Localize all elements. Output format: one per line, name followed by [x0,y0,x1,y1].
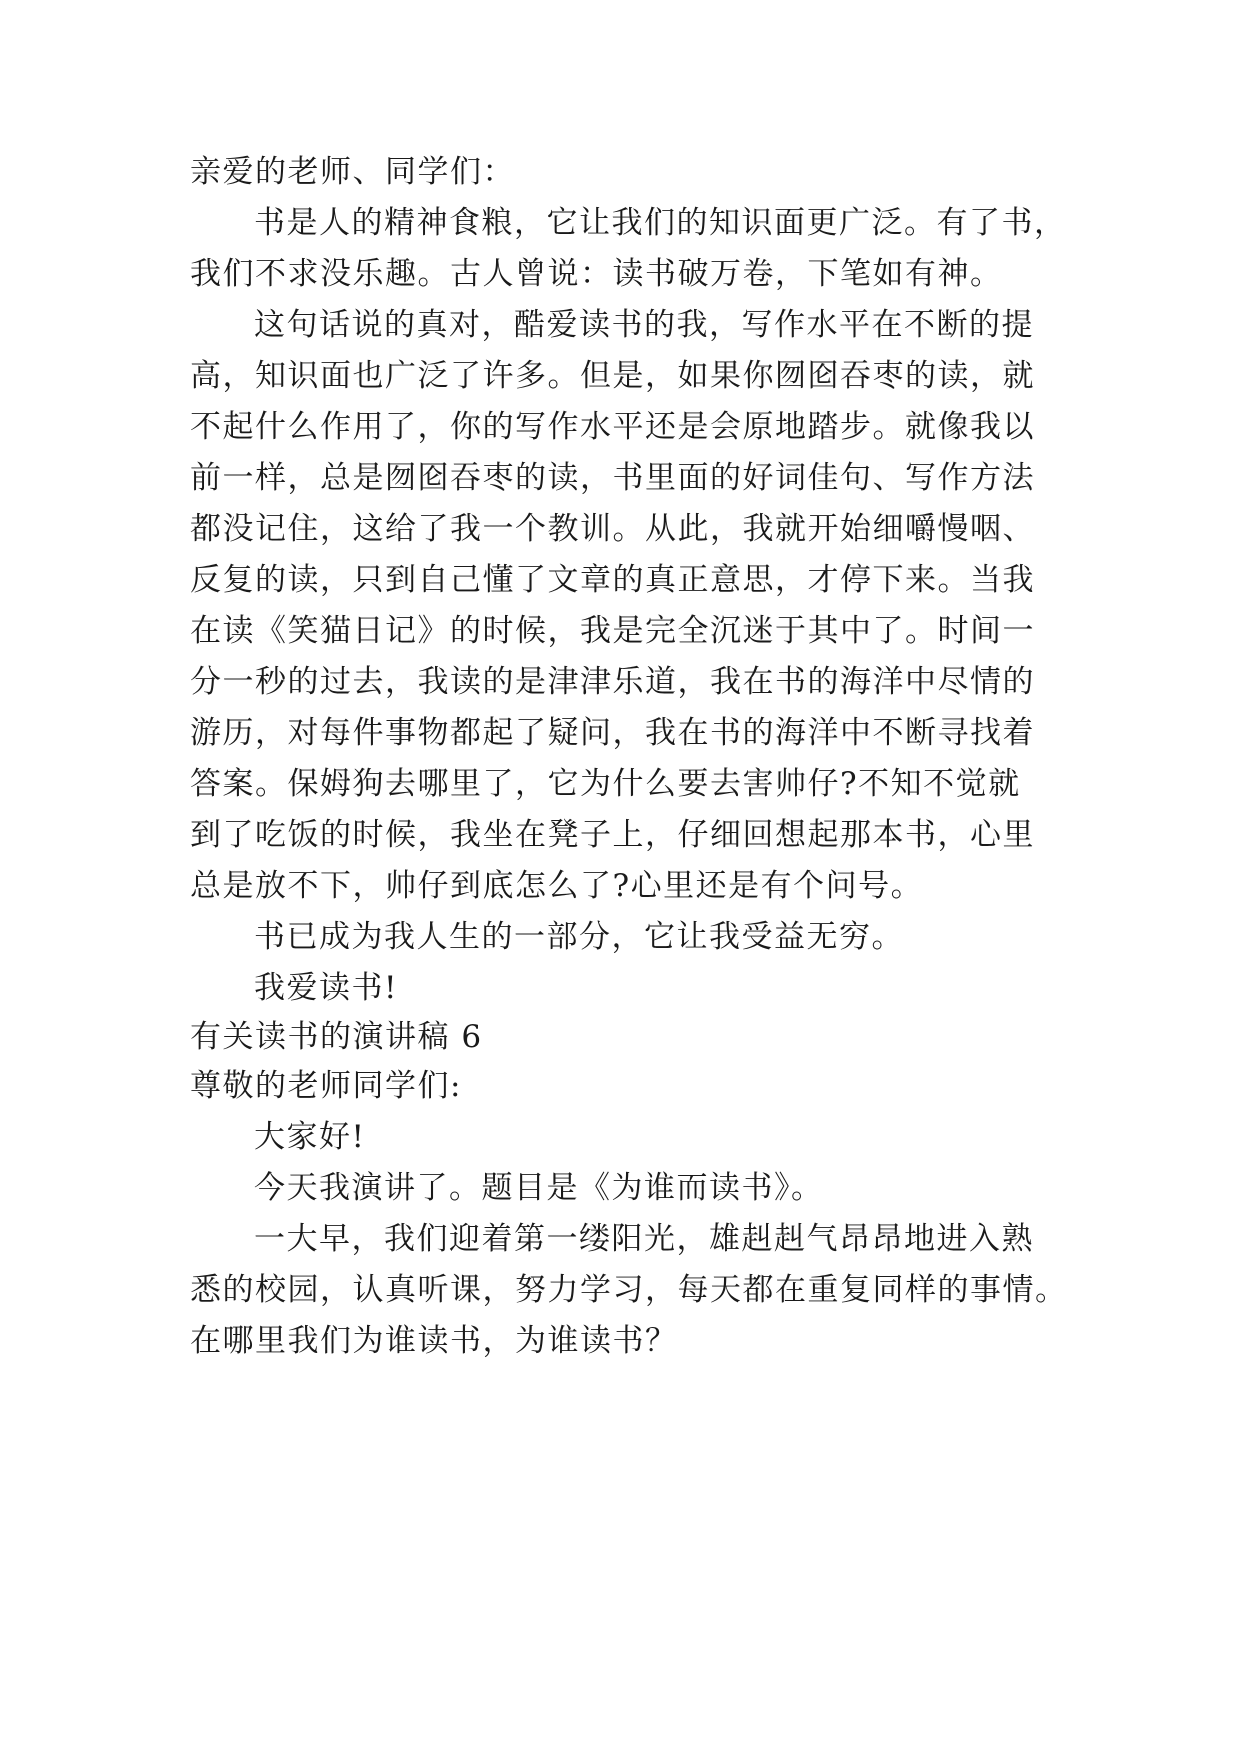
paragraph-line: 都没记住，这给了我一个教训。从此，我就开始细嚼慢咽、 [190,511,1035,547]
paragraph-line: 不起什么作用了，你的写作水平还是会原地踏步。就像我以 [190,409,1035,445]
paragraph-line: 我爱读书! [254,970,398,1006]
paragraph-line: 分一秒的过去，我读的是津津乐道，我在书的海洋中尽情的 [190,664,1035,700]
paragraph-line: 反复的读，只到自己懂了文章的真正意思，才停下来。当我 [190,562,1035,598]
section-heading: 有关读书的演讲稿 6 [190,1019,483,1055]
paragraph-line: 在哪里我们为谁读书，为谁读书？ [190,1323,678,1359]
paragraph-line: 在读《笑猫日记》的时候，我是完全沉迷于其中了。时间一 [190,613,1035,649]
paragraph-line: 书是人的精神食粮，它让我们的知识面更广泛。有了书， [254,205,1067,241]
paragraph-line: 到了吃饭的时候，我坐在凳子上，仔细回想起那本书，心里 [190,817,1035,853]
salutation: 尊敬的老师同学们: [190,1068,462,1104]
paragraph-line: 高，知识面也广泛了许多。但是，如果你囫囵吞枣的读，就 [190,358,1035,394]
paragraph-line: 前一样，总是囫囵吞枣的读，书里面的好词佳句、写作方法 [190,460,1035,496]
paragraph-line: 今天我演讲了。题目是《为谁而读书》。 [254,1170,824,1206]
salutation: 亲爱的老师、同学们： [190,154,515,190]
paragraph-line: 答案。保姆狗去哪里了，它为什么要去害帅仔?不知不觉就 [190,766,1021,802]
paragraph-line: 悉的校园，认真听课，努力学习，每天都在重复同样的事情。 [190,1272,1068,1308]
greeting: 大家好! [254,1119,366,1155]
paragraph-line: 总是放不下，帅仔到底怎么了?心里还是有个问号。 [190,868,924,904]
paragraph-line: 书已成为我人生的一部分，它让我受益无穷。 [254,919,904,955]
paragraph-line: 我们不求没乐趣。古人曾说：读书破万卷，下笔如有神。 [190,256,1003,292]
paragraph-line: 游历，对每件事物都起了疑问，我在书的海洋中不断寻找着 [190,715,1035,751]
paragraph-line: 这句话说的真对，酷爱读书的我，写作水平在不断的提 [254,307,1034,343]
paragraph-line: 一大早，我们迎着第一缕阳光，雄赳赳气昂昂地进入熟 [254,1221,1034,1257]
